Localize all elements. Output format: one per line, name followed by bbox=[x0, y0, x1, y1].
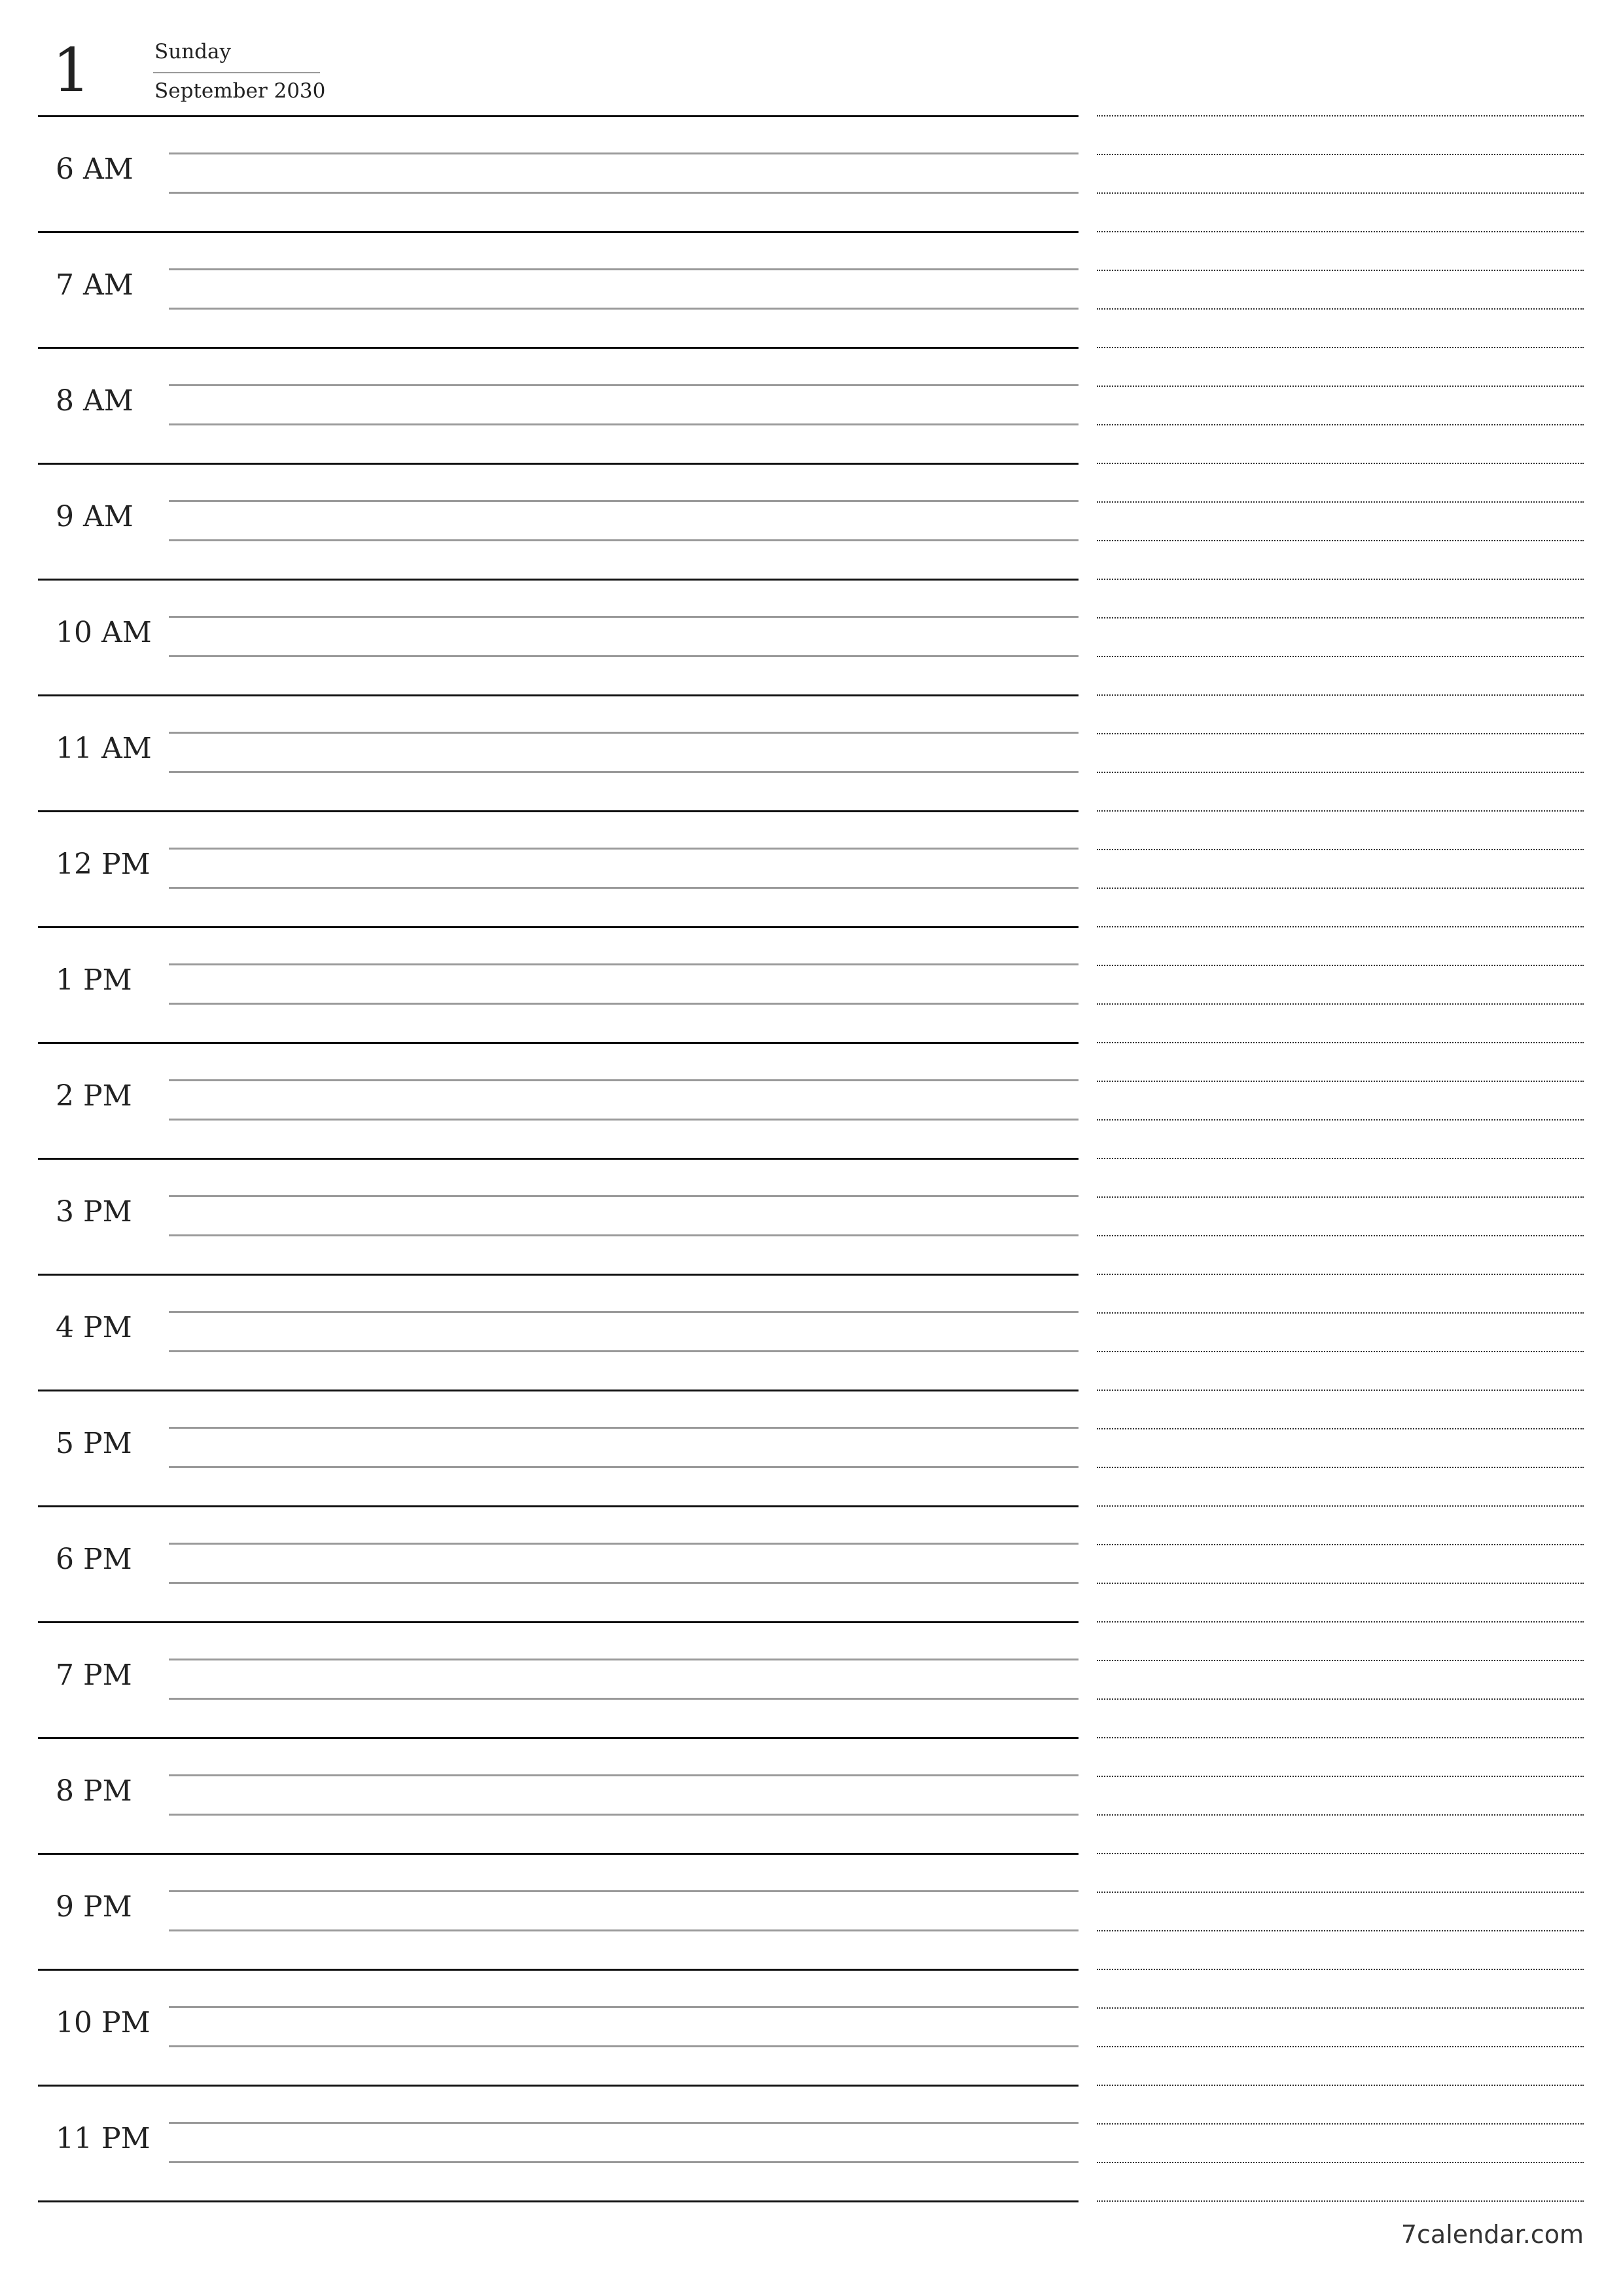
note-line[interactable] bbox=[1097, 926, 1584, 927]
writing-line[interactable] bbox=[169, 732, 1079, 734]
writing-line[interactable] bbox=[169, 2006, 1079, 2008]
writing-line[interactable] bbox=[169, 1427, 1079, 1429]
note-line[interactable] bbox=[1097, 1930, 1584, 1931]
writing-line[interactable] bbox=[169, 655, 1079, 657]
note-line[interactable] bbox=[1097, 2085, 1584, 2086]
note-line[interactable] bbox=[1097, 1814, 1584, 1816]
note-line[interactable] bbox=[1097, 1003, 1584, 1005]
writing-line[interactable] bbox=[169, 2122, 1079, 2124]
writing-line[interactable] bbox=[169, 1929, 1079, 1931]
hour-label: 6 PM bbox=[56, 1543, 132, 1576]
hour-label: 6 AM bbox=[56, 152, 134, 186]
hour-label: 7 AM bbox=[56, 268, 134, 302]
hour-label: 9 PM bbox=[56, 1890, 132, 1924]
hour-label: 7 PM bbox=[56, 1659, 132, 1692]
note-line[interactable] bbox=[1097, 386, 1584, 387]
hour-row bbox=[38, 1158, 1079, 1274]
note-line[interactable] bbox=[1097, 270, 1584, 271]
hour-row bbox=[38, 810, 1079, 926]
writing-line[interactable] bbox=[169, 1890, 1079, 1892]
writing-line[interactable] bbox=[169, 152, 1079, 154]
hour-row bbox=[38, 2085, 1079, 2202]
writing-line[interactable] bbox=[169, 616, 1079, 618]
hour-row bbox=[38, 1621, 1079, 1737]
note-line[interactable] bbox=[1097, 849, 1584, 850]
writing-line[interactable] bbox=[169, 848, 1079, 850]
note-line[interactable] bbox=[1097, 154, 1584, 155]
note-line[interactable] bbox=[1097, 965, 1584, 966]
note-line[interactable] bbox=[1097, 463, 1584, 464]
note-line[interactable] bbox=[1097, 1235, 1584, 1236]
note-line[interactable] bbox=[1097, 1081, 1584, 1082]
note-line[interactable] bbox=[1097, 1892, 1584, 1893]
hour-row bbox=[38, 1274, 1079, 1390]
writing-line[interactable] bbox=[169, 1698, 1079, 1700]
note-line[interactable] bbox=[1097, 1583, 1584, 1584]
note-line[interactable] bbox=[1097, 694, 1584, 696]
note-line[interactable] bbox=[1097, 347, 1584, 348]
writing-line[interactable] bbox=[169, 1582, 1079, 1584]
note-line[interactable] bbox=[1097, 733, 1584, 734]
note-line[interactable] bbox=[1097, 1505, 1584, 1507]
hour-label: 10 AM bbox=[56, 616, 152, 649]
note-line[interactable] bbox=[1097, 1969, 1584, 1970]
hour-label: 10 PM bbox=[56, 2006, 151, 2039]
writing-line[interactable] bbox=[169, 384, 1079, 386]
note-line[interactable] bbox=[1097, 772, 1584, 773]
note-line[interactable] bbox=[1097, 231, 1584, 232]
note-line[interactable] bbox=[1097, 2200, 1584, 2202]
hour-label: 9 AM bbox=[56, 500, 134, 533]
hour-row bbox=[38, 1042, 1079, 1158]
hour-row bbox=[38, 1390, 1079, 1505]
note-line[interactable] bbox=[1097, 1158, 1584, 1159]
hour-row bbox=[38, 231, 1079, 347]
writing-line[interactable] bbox=[169, 2045, 1079, 2047]
writing-line[interactable] bbox=[169, 1311, 1079, 1313]
note-line[interactable] bbox=[1097, 656, 1584, 657]
note-line[interactable] bbox=[1097, 1351, 1584, 1352]
hour-label: 12 PM bbox=[56, 848, 151, 881]
footer-brand: 7calendar.com bbox=[1400, 2220, 1584, 2249]
note-line[interactable] bbox=[1097, 1196, 1584, 1198]
month-year-label: September 2030 bbox=[154, 79, 326, 103]
writing-line[interactable] bbox=[169, 1774, 1079, 1776]
hour-row bbox=[38, 579, 1079, 694]
writing-line[interactable] bbox=[169, 1195, 1079, 1197]
hour-row bbox=[38, 926, 1079, 1042]
writing-line[interactable] bbox=[169, 1119, 1079, 1121]
note-line[interactable] bbox=[1097, 1660, 1584, 1661]
writing-line[interactable] bbox=[169, 1350, 1079, 1352]
writing-line[interactable] bbox=[169, 887, 1079, 889]
hour-label: 2 PM bbox=[56, 1079, 132, 1113]
writing-line[interactable] bbox=[169, 1234, 1079, 1236]
notes-column bbox=[1097, 115, 1584, 2216]
header-divider bbox=[153, 72, 320, 73]
writing-line[interactable] bbox=[169, 1659, 1079, 1660]
writing-line[interactable] bbox=[169, 539, 1079, 541]
note-line[interactable] bbox=[1097, 1042, 1584, 1043]
note-line[interactable] bbox=[1097, 1467, 1584, 1468]
writing-line[interactable] bbox=[169, 1466, 1079, 1468]
note-line[interactable] bbox=[1097, 617, 1584, 619]
hour-label: 3 PM bbox=[56, 1195, 132, 1229]
hour-label: 8 AM bbox=[56, 384, 134, 418]
writing-line[interactable] bbox=[169, 268, 1079, 270]
note-line[interactable] bbox=[1097, 1544, 1584, 1545]
hour-row bbox=[38, 115, 1079, 231]
note-line[interactable] bbox=[1097, 2046, 1584, 2047]
writing-line[interactable] bbox=[169, 771, 1079, 773]
hour-row bbox=[38, 463, 1079, 579]
note-line[interactable] bbox=[1097, 1776, 1584, 1777]
hour-label: 8 PM bbox=[56, 1774, 132, 1808]
note-line[interactable] bbox=[1097, 2162, 1584, 2163]
note-line[interactable] bbox=[1097, 192, 1584, 194]
note-line[interactable] bbox=[1097, 540, 1584, 541]
note-line[interactable] bbox=[1097, 1390, 1584, 1391]
hour-label: 4 PM bbox=[56, 1311, 132, 1344]
note-line[interactable] bbox=[1097, 1698, 1584, 1700]
note-line[interactable] bbox=[1097, 424, 1584, 425]
writing-line[interactable] bbox=[169, 2161, 1079, 2163]
hour-label: 11 PM bbox=[56, 2122, 151, 2155]
date-header bbox=[38, 26, 1079, 118]
note-line[interactable] bbox=[1097, 888, 1584, 889]
writing-line[interactable] bbox=[169, 1003, 1079, 1005]
note-line[interactable] bbox=[1097, 1119, 1584, 1121]
writing-line[interactable] bbox=[169, 1079, 1079, 1081]
note-line[interactable] bbox=[1097, 1737, 1584, 1738]
writing-line[interactable] bbox=[169, 1543, 1079, 1545]
writing-line[interactable] bbox=[169, 192, 1079, 194]
weekday-label: Sunday bbox=[154, 40, 232, 63]
hour-row bbox=[38, 1853, 1079, 1969]
note-line[interactable] bbox=[1097, 2123, 1584, 2125]
note-line[interactable] bbox=[1097, 308, 1584, 310]
hour-label: 11 AM bbox=[56, 732, 152, 765]
note-line[interactable] bbox=[1097, 1621, 1584, 1623]
hour-row bbox=[38, 1969, 1079, 2085]
note-line[interactable] bbox=[1097, 810, 1584, 812]
writing-line[interactable] bbox=[169, 963, 1079, 965]
writing-line[interactable] bbox=[169, 308, 1079, 310]
note-line[interactable] bbox=[1097, 2007, 1584, 2009]
note-line[interactable] bbox=[1097, 579, 1584, 580]
day-number: 1 bbox=[52, 35, 91, 105]
writing-line[interactable] bbox=[169, 423, 1079, 425]
hour-row bbox=[38, 1737, 1079, 1853]
note-line[interactable] bbox=[1097, 501, 1584, 503]
hour-row bbox=[38, 1505, 1079, 1621]
hour-row bbox=[38, 694, 1079, 810]
hour-label: 5 PM bbox=[56, 1427, 132, 1460]
note-line[interactable] bbox=[1097, 1274, 1584, 1275]
hour-label: 1 PM bbox=[56, 963, 132, 997]
note-line[interactable] bbox=[1097, 1428, 1584, 1429]
note-line[interactable] bbox=[1097, 115, 1584, 117]
writing-line[interactable] bbox=[169, 500, 1079, 502]
note-line[interactable] bbox=[1097, 1312, 1584, 1314]
hour-row bbox=[38, 347, 1079, 463]
note-line[interactable] bbox=[1097, 1853, 1584, 1854]
writing-line[interactable] bbox=[169, 1814, 1079, 1816]
hourly-schedule bbox=[38, 115, 1079, 2199]
